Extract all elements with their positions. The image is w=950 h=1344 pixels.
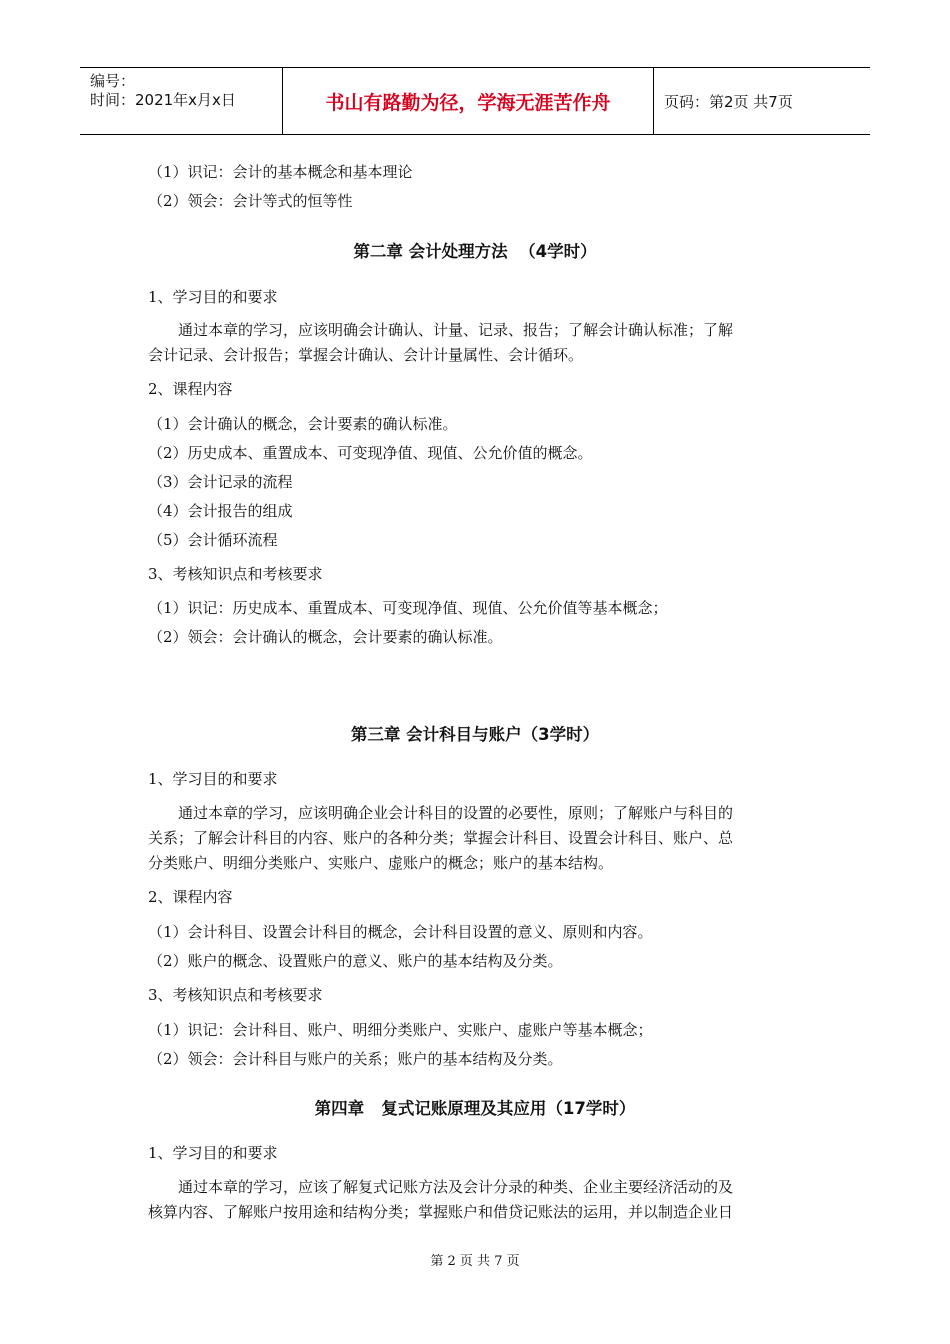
list-item: （5）会计循环流程 (148, 531, 278, 549)
list-item: （4）会计报告的组成 (148, 502, 293, 520)
section-heading: 1、学习目的和要求 (148, 288, 278, 306)
header-meta (80, 68, 282, 134)
list-item: （2）账户的概念、设置账户的意义、账户的基本结构及分类。 (148, 952, 563, 970)
list-item: （3）会计记录的流程 (148, 473, 293, 491)
section-heading: 2、课程内容 (148, 888, 233, 906)
section-heading: 1、学习目的和要求 (148, 1144, 278, 1162)
paragraph: 通过本章的学习，应该明确企业会计科目的设置的必要性，原则；了解账户与科目的 (178, 804, 734, 822)
page-footer: 第 2 页 共 7 页 (430, 1254, 520, 1269)
list-item: （2）领会：会计等式的恒等性 (148, 192, 353, 210)
section-heading: 1、学习目的和要求 (148, 770, 278, 788)
chapter-heading: 第四章 复式记账原理及其应用（17学时） (314, 1099, 636, 1118)
paragraph: 通过本章的学习，应该明确会计确认、计量、记录、报告；了解会计确认标准；了解 (178, 321, 734, 339)
list-item: （1）会计科目、设置会计科目的概念，会计科目设置的意义、原则和内容。 (148, 923, 653, 941)
list-item: （2）领会：会计科目与账户的关系；账户的基本结构及分类。 (148, 1050, 563, 1068)
header-page-info: 页码：第2页 共7页 (664, 92, 793, 111)
list-item: （1）识记：会计科目、账户、明细分类账户、实账户、虚账户等基本概念； (148, 1021, 653, 1039)
document-header (80, 67, 870, 135)
section-heading: 3、考核知识点和考核要求 (148, 565, 323, 583)
paragraph: 分类账户、明细分类账户、实账户、虚账户的概念；账户的基本结构。 (148, 854, 614, 872)
paragraph: 关系；了解会计科目的内容、账户的各种分类；掌握会计科目、设置会计科目、账户、总 (148, 829, 734, 847)
paragraph: 核算内容、了解账户按用途和结构分类；掌握账户和借贷记账法的运用，并以制造企业日 (148, 1203, 734, 1221)
chapter-heading: 第三章 会计科目与账户（3学时） (350, 725, 600, 744)
list-item: （1）识记：历史成本、重置成本、可变现净值、现值、公允价值等基本概念； (148, 599, 668, 617)
list-item: （2）领会：会计确认的概念，会计要素的确认标准。 (148, 628, 503, 646)
chapter-heading: 第二章 会计处理方法 （4学时） (353, 242, 597, 261)
list-item: （1）会计确认的概念，会计要素的确认标准。 (148, 415, 458, 433)
section-heading: 2、课程内容 (148, 380, 233, 398)
list-item: （1）识记：会计的基本概念和基本理论 (148, 163, 413, 181)
document-number: 编号： (90, 72, 136, 90)
paragraph: 会计记录、会计报告；掌握会计确认、会计计量属性、会计循环。 (148, 346, 584, 364)
paragraph: 通过本章的学习，应该了解复式记账方法及会计分录的种类、企业主要经济活动的及 (178, 1178, 734, 1196)
section-heading: 3、考核知识点和考核要求 (148, 986, 323, 1004)
document-date: 时间：2021年x月x日 (90, 91, 236, 109)
list-item: （2）历史成本、重置成本、可变现净值、现值、公允价值的概念。 (148, 444, 593, 462)
header-motto: 书山有路勤为径，学海无涯苦作舟 (282, 68, 654, 134)
